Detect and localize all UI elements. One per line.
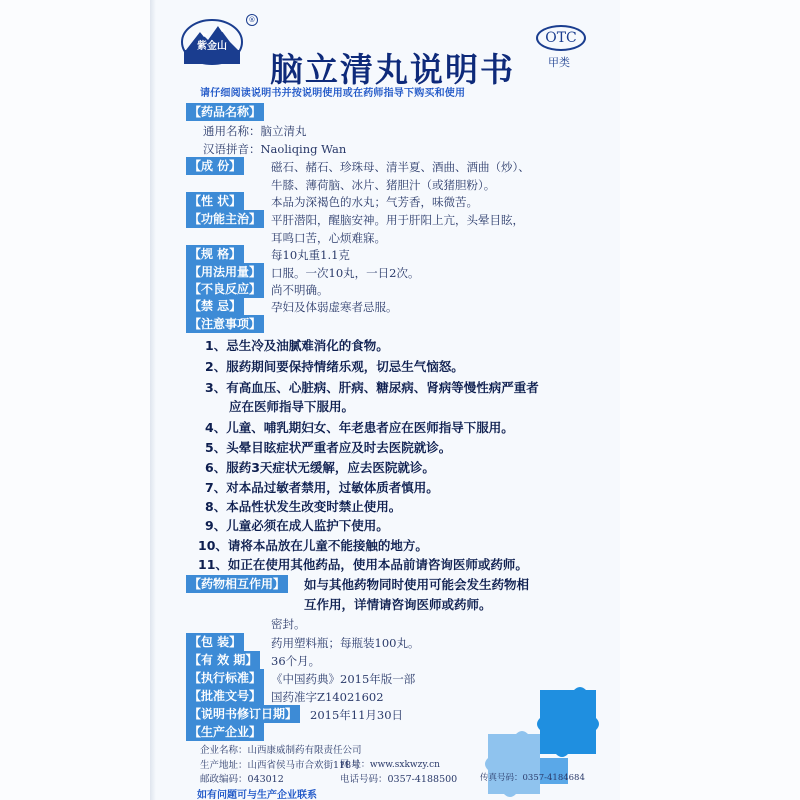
manufacturer-postcode: 邮政编码：043012 (200, 774, 284, 785)
common-name: 通用名称：脑立清丸 (203, 124, 307, 138)
adverse-text: 尚不明确。 (271, 283, 329, 297)
precaution-item: 2、服药期间要保持情绪乐观，切忌生气恼怒。 (205, 359, 464, 374)
revision-text: 2015年11月30日 (310, 708, 404, 722)
ingredients-line-2: 牛膝、薄荷脑、冰片、猪胆汁（或猪胆粉）。 (271, 178, 496, 192)
revision-label: 【说明书修订日期】 (186, 705, 300, 723)
manufacturer-name: 企业名称：山西康威制药有限责任公司 (200, 745, 362, 756)
precaution-item: 5、头晕目眩症状严重者应及时去医院就诊。 (205, 440, 452, 455)
precaution-item: 11、如正在使用其他药品，使用本品前请咨询医师或药师。 (198, 557, 528, 572)
interactions-label: 【药物相互作用】 (186, 575, 288, 593)
approval-label: 【批准文号】 (186, 687, 264, 705)
subtitle: 请仔细阅读说明书并按说明使用或在药师指导下购买和使用 (200, 88, 466, 99)
specification-text: 每10丸重1.1克 (271, 248, 350, 262)
properties-label: 【性 状】 (186, 192, 244, 210)
precaution-item: 1、忌生冷及油腻难消化的食物。 (205, 338, 389, 353)
precautions-label: 【注意事项】 (186, 315, 264, 333)
validity-label: 【有 效 期】 (186, 651, 260, 669)
precaution-item: 3、有高血压、心脏病、肝病、糖尿病、肾病等慢性病严重者 (205, 380, 539, 395)
pinyin-name: 汉语拼音：Naoliqing Wan (203, 142, 347, 156)
drug-name-label: 【药品名称】 (186, 103, 264, 121)
otc-badge: OTC (536, 25, 586, 51)
approval-text: 国药准字Z14021602 (271, 690, 384, 704)
dosage-label: 【用法用量】 (186, 263, 264, 281)
indications-line-2: 耳鸣口苦，心烦难寐。 (271, 231, 386, 245)
dosage-text: 口服。一次10丸，一日2次。 (271, 266, 420, 280)
interactions-line-1: 如与其他药物同时使用可能会发生药物相 (304, 577, 530, 592)
footer-contact: 如有问题可与生产企业联系 (197, 790, 317, 800)
paper-edge (150, 0, 156, 800)
properties-text: 本品为深褐色的水丸；气芳香，味微苦。 (271, 195, 478, 209)
otc-class: 甲类 (548, 56, 570, 69)
manufacturer-fax: 传真号码：0357-4184684 (480, 773, 585, 783)
registered-mark: ® (246, 14, 258, 26)
precaution-item: 6、服药3天症状无缓解，应去医院就诊。 (205, 460, 435, 475)
ingredients-line-1: 磁石、赭石、珍珠母、清半夏、酒曲、酒曲（炒）、 (271, 160, 530, 174)
contraindications-label: 【禁 忌】 (186, 297, 244, 315)
standard-label: 【执行标准】 (186, 669, 264, 687)
specification-label: 【规 格】 (186, 245, 244, 263)
standard-text: 《中国药典》2015年版一部 (271, 672, 416, 686)
manufacturer-label: 【生产企业】 (186, 723, 264, 741)
contraindications-text: 孕妇及体弱虚寒者忌服。 (271, 300, 398, 314)
interactions-line-2: 互作用，详情请咨询医师或药师。 (304, 597, 492, 612)
page-title: 脑立清丸说明书 (270, 50, 515, 89)
precaution-item: 8、本品性状发生改变时禁止使用。 (205, 499, 402, 514)
adverse-label: 【不良反应】 (186, 280, 264, 298)
indications-line-1: 平肝潜阳，醒脑安神。用于肝阳上亢，头晕目眩， (271, 213, 524, 227)
package-text: 药用塑料瓶；每瓶装100丸。 (271, 636, 420, 650)
package-label: 【包 装】 (186, 633, 244, 651)
precaution-item: 4、儿童、哺乳期妇女、年老患者应在医师指导下服用。 (205, 420, 514, 435)
precaution-item: 9、儿童必须在成人监护下使用。 (205, 518, 389, 533)
manufacturer-phone: 电话号码：0357-4188500 (340, 774, 458, 785)
ingredients-label: 【成 份】 (186, 157, 244, 175)
validity-text: 36个月。 (271, 654, 321, 668)
precaution-item: 应在医师指导下服用。 (229, 399, 355, 414)
logo-text: 紫金山 (197, 41, 227, 52)
manufacturer-address: 生产地址：山西省侯马市合欢街118号 (200, 760, 361, 771)
precaution-item: 10、请将本品放在儿童不能接触的地方。 (198, 538, 428, 553)
indications-label: 【功能主治】 (186, 210, 264, 228)
storage-text: 密封。 (271, 617, 306, 631)
manufacturer-website: 网 址：www.sxkwzy.cn (340, 760, 440, 770)
precaution-item: 7、对本品过敏者禁用，过敏体质者慎用。 (205, 480, 439, 495)
